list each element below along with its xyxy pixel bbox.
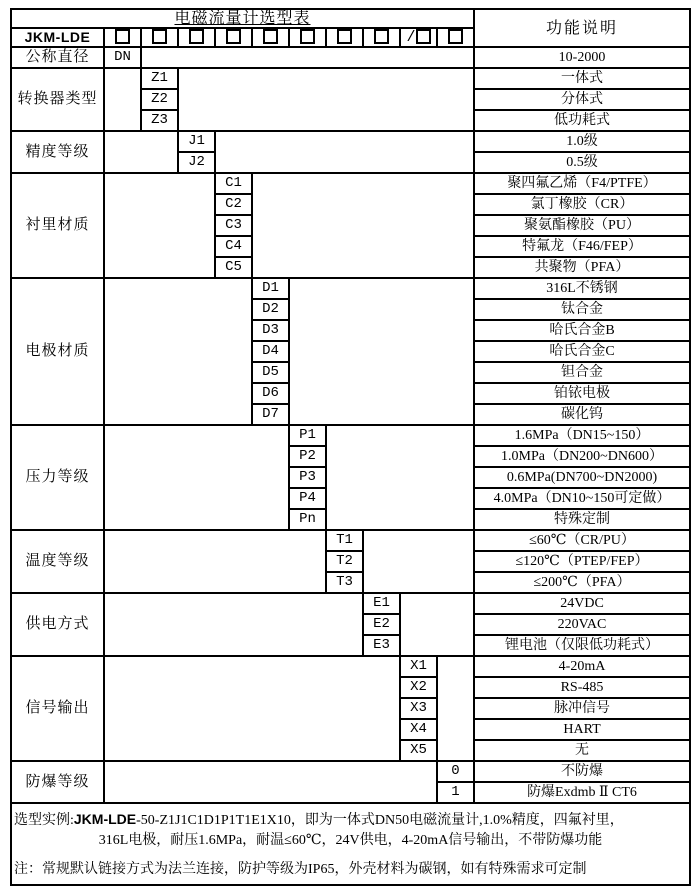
code-cell: C1 [215, 173, 252, 194]
function-header: 功能说明 [474, 9, 690, 47]
model-slot-2 [141, 28, 178, 47]
description-cell: 1.6MPa（DN15~150） [474, 425, 690, 446]
example-label: 选型实例: [14, 813, 74, 829]
checkbox-icon [263, 29, 278, 44]
section-label-explosion: 防爆等级 [11, 761, 104, 803]
description-cell: 特殊定制 [474, 509, 690, 530]
code-cell: D5 [252, 362, 289, 383]
empty-cell [215, 131, 474, 173]
description-cell: 0.6MPa(DN700~DN2000) [474, 467, 690, 488]
code-cell: X3 [400, 698, 437, 719]
model-slot-10 [437, 28, 474, 47]
code-cell: D4 [252, 341, 289, 362]
code-cell: X4 [400, 719, 437, 740]
model-slot-8 [363, 28, 400, 47]
code-cell: P4 [289, 488, 326, 509]
description-cell: 1.0MPa（DN200~DN600） [474, 446, 690, 467]
model-selection-table [10, 8, 691, 886]
checkbox-icon [226, 29, 241, 44]
code-cell: X1 [400, 656, 437, 677]
section-label-accuracy: 精度等级 [11, 131, 104, 173]
description-cell: 4.0MPa（DN10~150可定做） [474, 488, 690, 509]
code-cell: P1 [289, 425, 326, 446]
description-cell: 24VDC [474, 593, 690, 614]
model-slot-6 [289, 28, 326, 47]
section-label-signal: 信号输出 [11, 656, 104, 761]
empty-cell [104, 131, 178, 173]
section-label-dn: 公称直径 [11, 47, 104, 68]
empty-cell [104, 278, 252, 425]
code-cell: C5 [215, 257, 252, 278]
empty-cell [104, 761, 437, 803]
code-cell: E2 [363, 614, 400, 635]
description-cell: 4-20mA [474, 656, 690, 677]
description-cell: 防爆Exdmb Ⅱ CT6 [474, 782, 690, 803]
code-cell: Z2 [141, 89, 178, 110]
code-cell: DN [104, 47, 141, 68]
code-cell: Z3 [141, 110, 178, 131]
model-prefix: JKM-LDE [11, 28, 104, 47]
code-cell: P3 [289, 467, 326, 488]
description-cell: 1.0级 [474, 131, 690, 152]
code-cell: D2 [252, 299, 289, 320]
description-cell: 特氟龙（F46/FEP） [474, 236, 690, 257]
description-cell: HART [474, 719, 690, 740]
code-cell: Pn [289, 509, 326, 530]
footer-cell [11, 803, 690, 885]
empty-cell [104, 425, 289, 530]
description-cell: 共聚物（PFA） [474, 257, 690, 278]
empty-cell [437, 656, 474, 761]
example-paragraph [14, 809, 687, 831]
description-cell: ≤120℃（PTEP/FEP） [474, 551, 690, 572]
empty-cell [104, 593, 363, 656]
section-label-lining: 衬里材质 [11, 173, 104, 278]
description-cell: 一体式 [474, 68, 690, 89]
example-text: -50-Z1J1C1D1P1T1E1X10，即为一体式DN50电磁流量计,1.0%精度，四氟衬里， [136, 813, 624, 829]
description-cell: 锂电池（仅限低功耗式） [474, 635, 690, 656]
table-title-text: 电磁流量计选型表 [174, 10, 311, 27]
description-cell: 钽合金 [474, 362, 690, 383]
description-cell: 碳化钨 [474, 404, 690, 425]
note-paragraph: 注：常规默认链接方式为法兰连接，防护等级为IP65，外壳材料为碳钢，如有特殊需求可定制 [14, 862, 587, 878]
description-cell: 钛合金 [474, 299, 690, 320]
code-cell: P2 [289, 446, 326, 467]
model-slot-3 [178, 28, 215, 47]
table-title [11, 9, 474, 28]
checkbox-icon [115, 29, 130, 44]
code-cell: D6 [252, 383, 289, 404]
description-cell: 分体式 [474, 89, 690, 110]
description-cell: 316L不锈钢 [474, 278, 690, 299]
empty-cell [400, 593, 474, 656]
description-cell: 聚四氟乙烯（F4/PTFE） [474, 173, 690, 194]
code-cell: C2 [215, 194, 252, 215]
empty-cell [289, 278, 474, 425]
code-cell: J1 [178, 131, 215, 152]
empty-cell [252, 173, 474, 278]
empty-cell [104, 173, 215, 278]
model-slot-5 [252, 28, 289, 47]
section-label-electrode: 电极材质 [11, 278, 104, 425]
code-cell: T2 [326, 551, 363, 572]
description-cell: 0.5级 [474, 152, 690, 173]
code-cell: X2 [400, 677, 437, 698]
empty-cell [141, 47, 474, 68]
checkbox-icon [374, 29, 389, 44]
description-cell: 聚氨酯橡胶（PU） [474, 215, 690, 236]
checkbox-icon [337, 29, 352, 44]
section-label-pressure: 压力等级 [11, 425, 104, 530]
description-cell: RS-485 [474, 677, 690, 698]
code-cell: C4 [215, 236, 252, 257]
empty-cell [104, 530, 326, 593]
section-label-power: 供电方式 [11, 593, 104, 656]
model-slot-7 [326, 28, 363, 47]
description-cell: 10-2000 [474, 47, 690, 68]
checkbox-icon [189, 29, 204, 44]
section-label-temperature: 温度等级 [11, 530, 104, 593]
checkbox-icon [152, 29, 167, 44]
description-cell: 无 [474, 740, 690, 761]
code-cell: T3 [326, 572, 363, 593]
description-cell: 氯丁橡胶（CR） [474, 194, 690, 215]
empty-cell [363, 530, 474, 593]
code-cell: D1 [252, 278, 289, 299]
description-cell: 不防爆 [474, 761, 690, 782]
description-cell: 哈氏合金C [474, 341, 690, 362]
empty-cell [104, 68, 141, 131]
checkbox-icon [448, 29, 463, 44]
empty-cell [178, 68, 474, 131]
code-cell: E1 [363, 593, 400, 614]
code-cell: D7 [252, 404, 289, 425]
model-slot-9 [400, 28, 437, 47]
code-cell: X5 [400, 740, 437, 761]
section-label-converter: 转换器类型 [11, 68, 104, 131]
description-cell: ≤60℃（CR/PU） [474, 530, 690, 551]
description-cell: 哈氏合金B [474, 320, 690, 341]
code-cell: T1 [326, 530, 363, 551]
model-slot-4 [215, 28, 252, 47]
checkbox-icon [416, 29, 431, 44]
example-model-code: JKM-LDE [73, 811, 137, 828]
code-cell: D3 [252, 320, 289, 341]
code-cell: J2 [178, 152, 215, 173]
checkbox-icon [300, 29, 315, 44]
description-cell: 脉冲信号 [474, 698, 690, 719]
example-paragraph-line2: 316L电极，耐压1.6MPa，耐温≤60℃，24V供电，4-20mA信号输出，不带防爆功能 [98, 833, 603, 849]
empty-cell [104, 656, 400, 761]
code-cell: Z1 [141, 68, 178, 89]
code-cell: 1 [437, 782, 474, 803]
empty-cell [326, 425, 474, 530]
model-slot-1 [104, 28, 141, 47]
code-cell: E3 [363, 635, 400, 656]
code-cell: 0 [437, 761, 474, 782]
description-cell: 220VAC [474, 614, 690, 635]
description-cell: 铂铱电极 [474, 383, 690, 404]
code-cell: C3 [215, 215, 252, 236]
description-cell: ≤200℃（PFA） [474, 572, 690, 593]
slash-mark: / [406, 29, 416, 46]
description-cell: 低功耗式 [474, 110, 690, 131]
